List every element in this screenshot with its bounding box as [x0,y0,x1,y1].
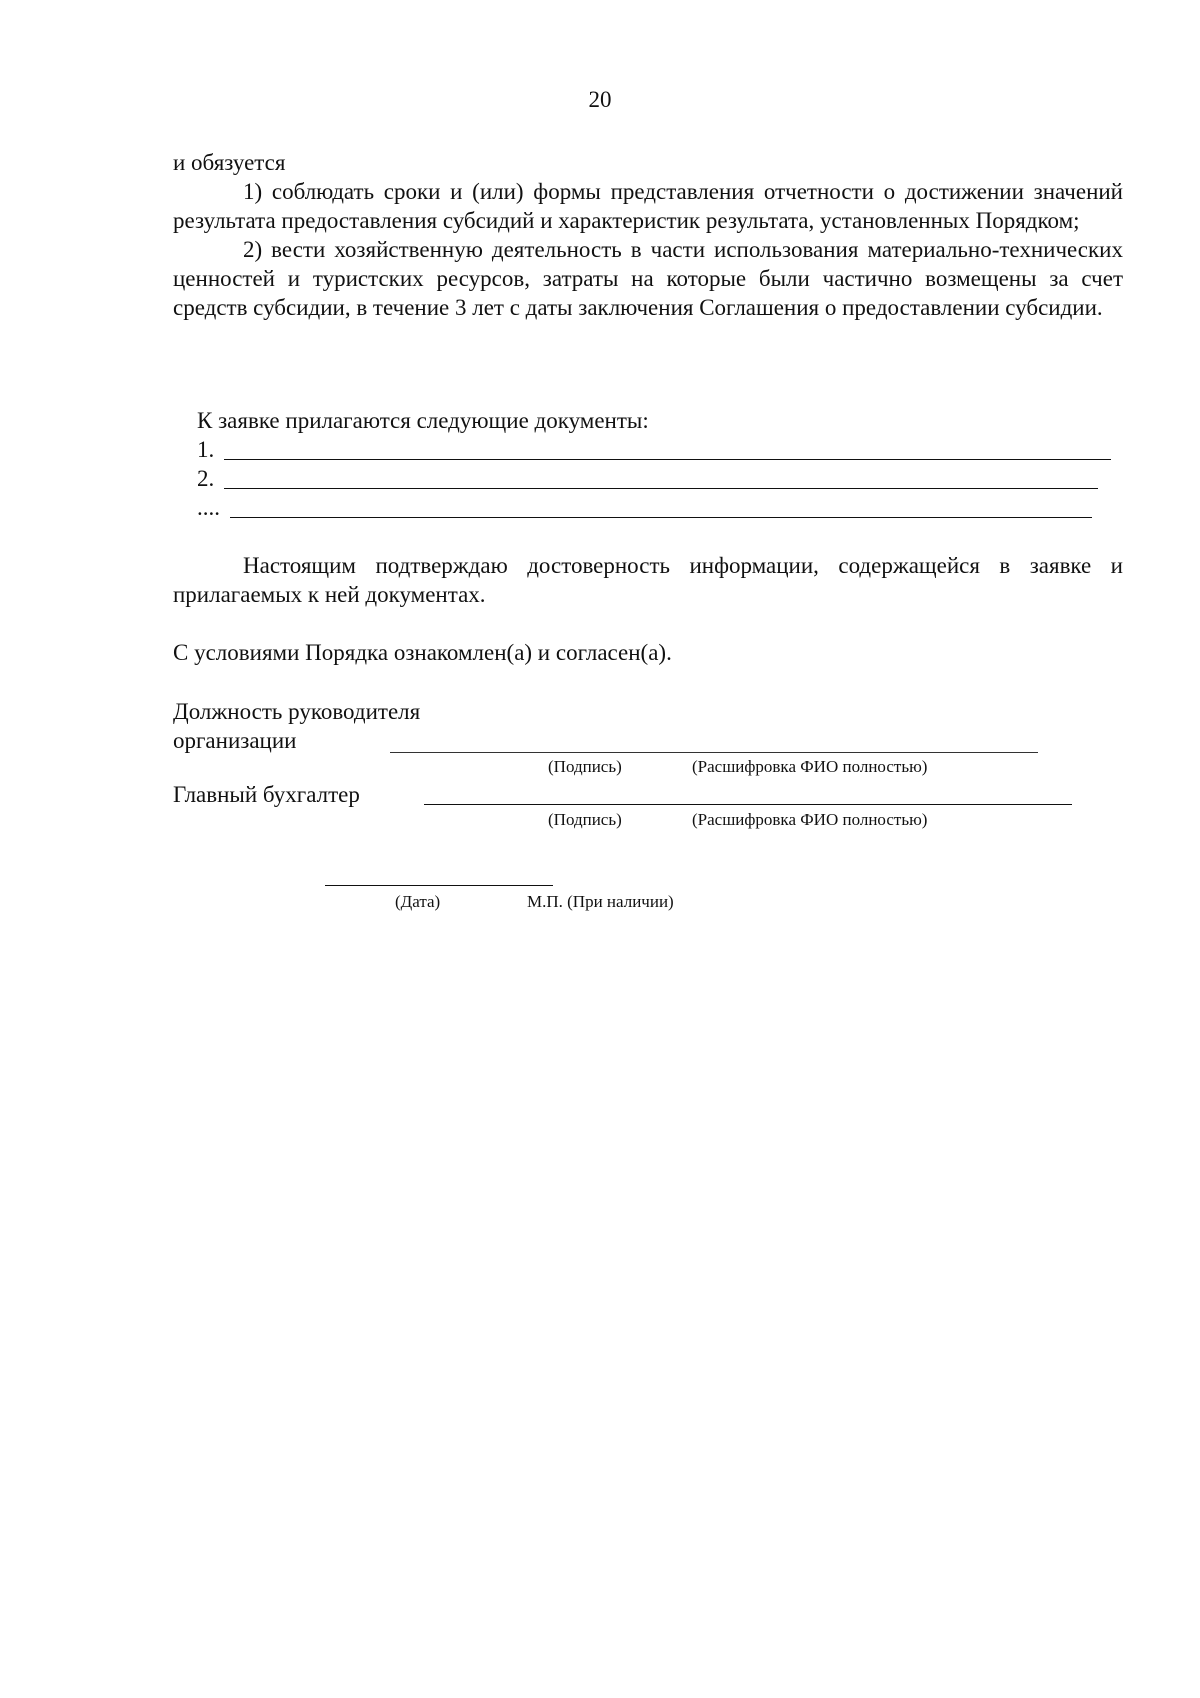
attachments-intro: К заявке прилагаются следующие документы: [197,408,649,433]
director-name-caption: (Расшифровка ФИО полностью) [692,757,928,776]
agreement-text: С условиями Порядка ознакомлен(а) и согласен(а). [173,640,672,665]
obligations-section [173,148,1123,322]
date-line[interactable] [325,885,553,886]
page-number: 20 [588,87,612,112]
obligations-lead: и обязуется [173,150,286,175]
attachment-marker: .... [197,495,220,520]
attachment-blank-3[interactable] [230,517,1092,518]
attachment-marker: 2. [197,466,215,491]
attachment-line-2[interactable] [197,464,214,493]
accountant-name-caption: (Расшифровка ФИО полностью) [692,810,928,829]
obligation-item-1: 1) соблюдать сроки и (или) формы представления отчетности о достижении значений результата предоставления субсидий и характеристик результата, установленных Порядком; [173,179,1123,233]
attachment-marker: 1. [197,437,215,462]
attachment-blank-1[interactable] [224,459,1111,460]
accountant-label: Главный бухгалтер [173,782,360,807]
confirmation-section [173,551,1123,609]
accountant-signature-caption: (Подпись) [548,810,622,829]
director-signature-caption: (Подпись) [548,757,622,776]
date-caption: (Дата) [395,892,441,911]
obligation-item-2: 2) вести хозяйственную деятельность в части использования материально-технических ценностей и туристских ресурсов, затраты на которые были частично возмещены за счет средств субсидии, в течение 3 лет с даты заключения Соглашения о предоставлении субсидии. [173,237,1123,320]
confirmation-text: Настоящим подтверждаю достоверность информации, содержащейся в заявке и прилагаемых к ней документах. [173,553,1123,607]
stamp-caption: М.П. (При наличии) [527,892,674,911]
accountant-signature-line[interactable] [424,804,1072,805]
director-label-line2: организации [173,728,297,753]
attachment-line-3[interactable] [197,493,220,522]
director-label-line1: Должность руководителя [173,699,421,724]
attachment-blank-2[interactable] [224,488,1098,489]
attachment-line-1[interactable] [197,435,214,464]
director-signature-line[interactable] [390,752,1038,753]
